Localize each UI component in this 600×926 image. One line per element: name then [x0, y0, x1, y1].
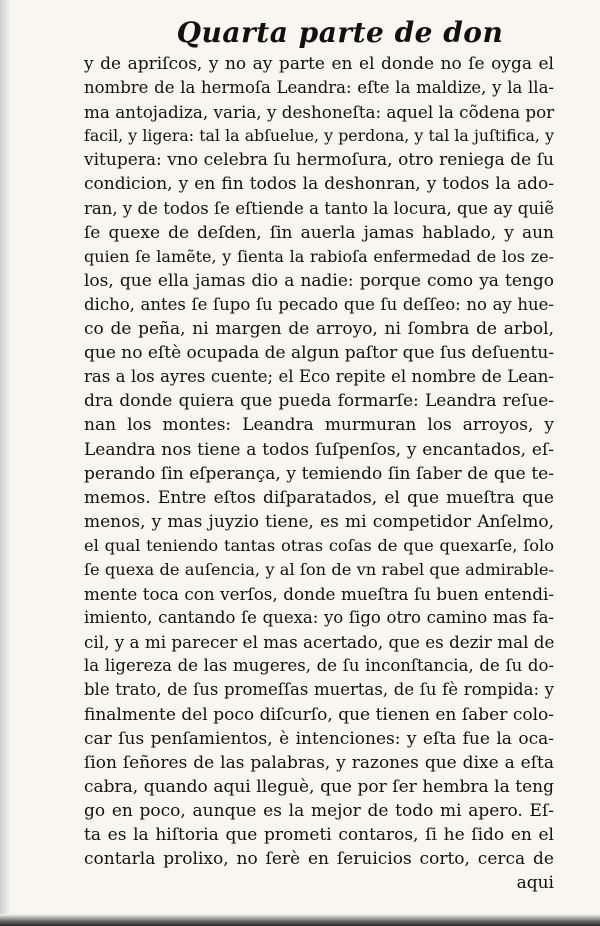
running-head-text: Quarta parte de don: [176, 16, 504, 49]
text-line: ran, y de todos ſe eſtiende a tanto la locura, que ay quiẽ: [84, 198, 554, 218]
text-line: facil, y ligera: tal la abſuelue, y perdona, y tal la juſtifica, y: [84, 126, 554, 146]
text-line: finalmente del poco diſcurſo, que tienen en ſaber colo-: [84, 704, 554, 725]
text-line: dicho, antes ſe ſupo ſu pecado que ſu deſſeo: no ay hue-: [84, 294, 554, 314]
text-line: car ſus penſamientos, è intenciones: y eſta fue la oca-: [84, 728, 554, 749]
text-line: el qual teniendo tantas otras coſas de que quexarſe, ſolo: [84, 535, 554, 555]
text-line: menos, y mas juyzio tiene, es mi competidor Anſelmo,: [84, 511, 554, 532]
text-line: quien ſe lamẽte, y ſienta la rabioſa enfermedad de los ze-: [84, 246, 554, 266]
text-line: nombre de la hermoſa Leandra: eſte la maldize, y la lla-: [84, 78, 554, 98]
text-line: co de peña, ni margen de arroyo, ni ſombra de arbol,: [84, 319, 554, 340]
text-line: go en poco, aunque es la mejor de todo mi apero. Eſ-: [84, 800, 554, 821]
text-line: ma antojadiza, varia, y deshoneſta: aquel la cõdena por: [84, 102, 555, 123]
body-text: [84, 52, 554, 895]
text-line: cabra, quando aqui lleguè, que por ſer hembra la teng: [84, 776, 554, 797]
text-line: ta es la hiſtoria que prometi contaros, ſi he ſido en el: [84, 825, 554, 845]
text-line: los, que ella jamas dio a nadie: porque como ya tengo: [84, 270, 554, 291]
text-line: memos. Entre eſtos diſparatados, el que mueſtra que: [84, 487, 554, 508]
text-line: mente toca con verſos, donde mueſtra ſu buen entendi-: [84, 584, 554, 605]
text-line: condicion, y en fin todos la deshonran, y todos la ado-: [84, 174, 554, 195]
text-line: la ligereza de las mugeres, de ſu inconſtancia, de ſu do-: [84, 656, 554, 676]
text-line: que no eſtè ocupada de algun paſtor que ſus deſuentu-: [84, 343, 555, 364]
scan-left-edge: [0, 0, 10, 926]
text-line: ras a los ayres cuente; el Eco repite el nombre de Lean-: [84, 367, 554, 387]
text-line: ſe quexa de auſencia, y al ſon de vn rabel que admirable-: [84, 559, 554, 579]
text-line: cil, y a mi parecer el mas acertado, que es dezir mal de: [84, 632, 555, 653]
text-line: contarla prolixo, no ſerè en ſeruicios corto, cerca de: [84, 849, 554, 870]
text-line: Leandra nos tiene a todos ſuſpenſos, y encantados, eſ-: [84, 439, 554, 460]
catchword: aqui: [516, 873, 554, 894]
text-line: perando ſin eſperança, y temiendo ſin ſaber de que te-: [84, 463, 554, 484]
text-line: nan los montes: Leandra murmuran los arroyos, y: [84, 415, 554, 436]
scan-bottom-edge: [0, 914, 600, 926]
text-line: dra donde quiera que pueda formarſe: Leandra reſue-: [84, 391, 554, 412]
text-line: vitupera: vno celebra ſu hermoſura, otro reniega de ſu: [84, 150, 554, 171]
text-line: ſion ſeñores de las palabras, y razones que dixe a eſta: [84, 752, 554, 773]
text-line: imiento, cantando ſe quexa: yo ſigo otro camino mas fa-: [84, 608, 554, 628]
text-line: ſe quexe de deſden, ſin auerla jamas hablado, y aun: [84, 222, 554, 243]
text-line: ble trato, de ſus promeſſas muertas, de ſu fè rompida: y: [84, 680, 554, 700]
running-head: [0, 16, 600, 49]
text-line: y de apriſcos, y no ay parte en el donde no ſe oyga el: [84, 54, 554, 74]
